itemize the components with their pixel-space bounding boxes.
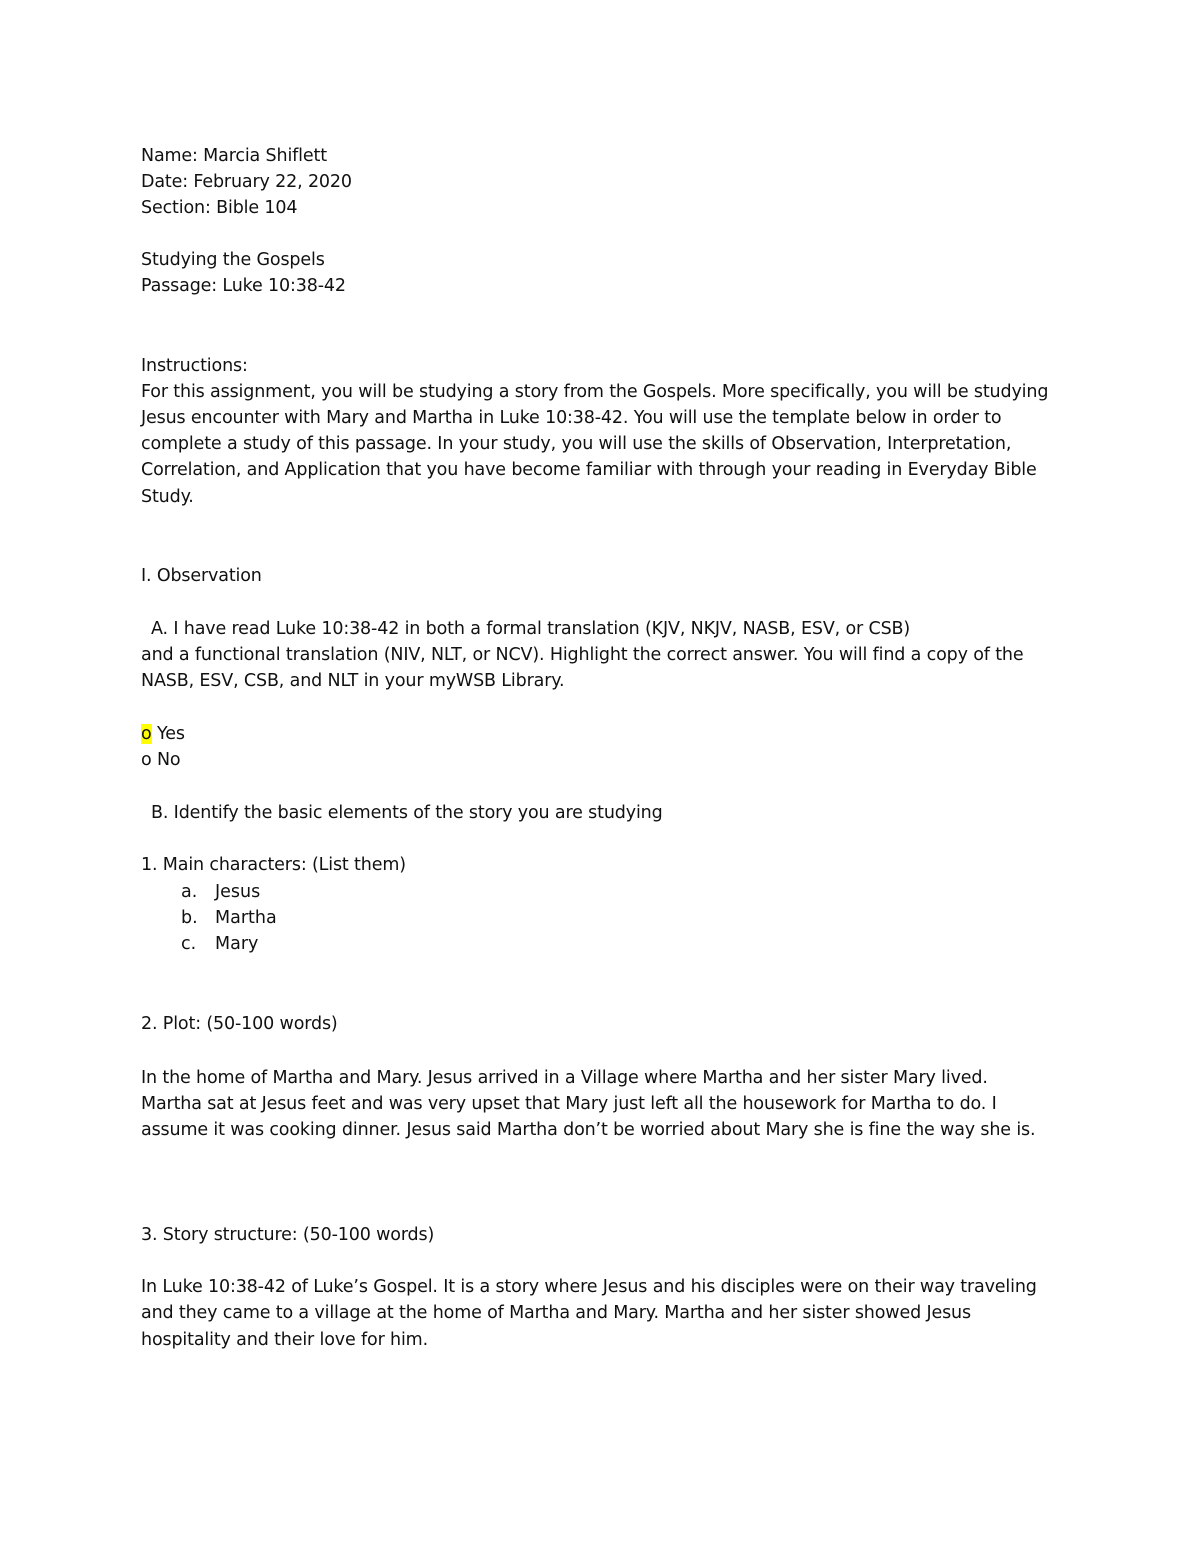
part-a-line: NASB, ESV, CSB, and NLT in your myWSB Library.: [141, 671, 565, 691]
name-line: Name: Marcia Shiflett: [141, 146, 327, 166]
section-line: Section: Bible 104: [141, 198, 298, 218]
list-marker: a.: [181, 882, 198, 902]
structure-line: In Luke 10:38-42 of Luke’s Gospel. It is a story where Jesus and his disciples were on their way traveling: [141, 1277, 1037, 1297]
list-item-text: Jesus: [215, 882, 261, 902]
option-yes: [141, 721, 185, 747]
instructions-line: For this assignment, you will be studying a story from the Gospels. More specifically, you will be studying: [141, 382, 1049, 402]
structure-line: and they came to a village at the home of Martha and Mary. Martha and her sister showed Jesus: [141, 1303, 971, 1323]
list-marker: c.: [181, 934, 197, 954]
characters-heading: 1. Main characters: (List them): [141, 855, 406, 875]
part-b-heading: B. Identify the basic elements of the story you are studying: [151, 803, 663, 823]
instructions-line: Study.: [141, 487, 194, 507]
instructions-line: Jesus encounter with Mary and Martha in Luke 10:38-42. You will use the template below in order to: [141, 408, 1002, 428]
option-yes-label: Yes: [156, 724, 185, 744]
list-item-text: Mary: [215, 934, 259, 954]
plot-line: assume it was cooking dinner. Jesus said Martha don’t be worried about Mary she is fine the way she is.: [141, 1120, 1036, 1140]
list-item: [181, 905, 277, 931]
part-a-line: A. I have read Luke 10:38-42 in both a formal translation (KJV, NKJV, NASB, ESV, or CSB): [151, 619, 911, 639]
structure-heading: 3. Story structure: (50-100 words): [141, 1225, 435, 1245]
passage-line: Passage: Luke 10:38-42: [141, 276, 346, 296]
plot-line: In the home of Martha and Mary. Jesus arrived in a Village where Martha and her sister Mary lived.: [141, 1068, 988, 1088]
list-item-text: Martha: [215, 908, 277, 928]
highlighted-option-marker: o: [141, 724, 152, 744]
plot-heading: 2. Plot: (50-100 words): [141, 1014, 338, 1034]
list-item: [181, 931, 258, 957]
structure-line: hospitality and their love for him.: [141, 1330, 428, 1350]
list-marker: b.: [181, 908, 198, 928]
instructions-line: complete a study of this passage. In your study, you will use the skills of Observation, Interpretation,: [141, 434, 1012, 454]
observation-heading: I. Observation: [141, 566, 262, 586]
part-a-line: and a functional translation (NIV, NLT, or NCV). Highlight the correct answer. You will find a copy of the: [141, 645, 1024, 665]
option-no: o No: [141, 750, 181, 770]
instructions-line: Correlation, and Application that you have become familiar with through your reading in Everyday Bible: [141, 460, 1037, 480]
plot-line: Martha sat at Jesus feet and was very upset that Mary just left all the housework for Martha to do. I: [141, 1094, 997, 1114]
instructions-label: Instructions:: [141, 356, 248, 376]
date-line: Date: February 22, 2020: [141, 172, 352, 192]
document-heading: Studying the Gospels: [141, 250, 325, 270]
list-item: [181, 879, 260, 905]
